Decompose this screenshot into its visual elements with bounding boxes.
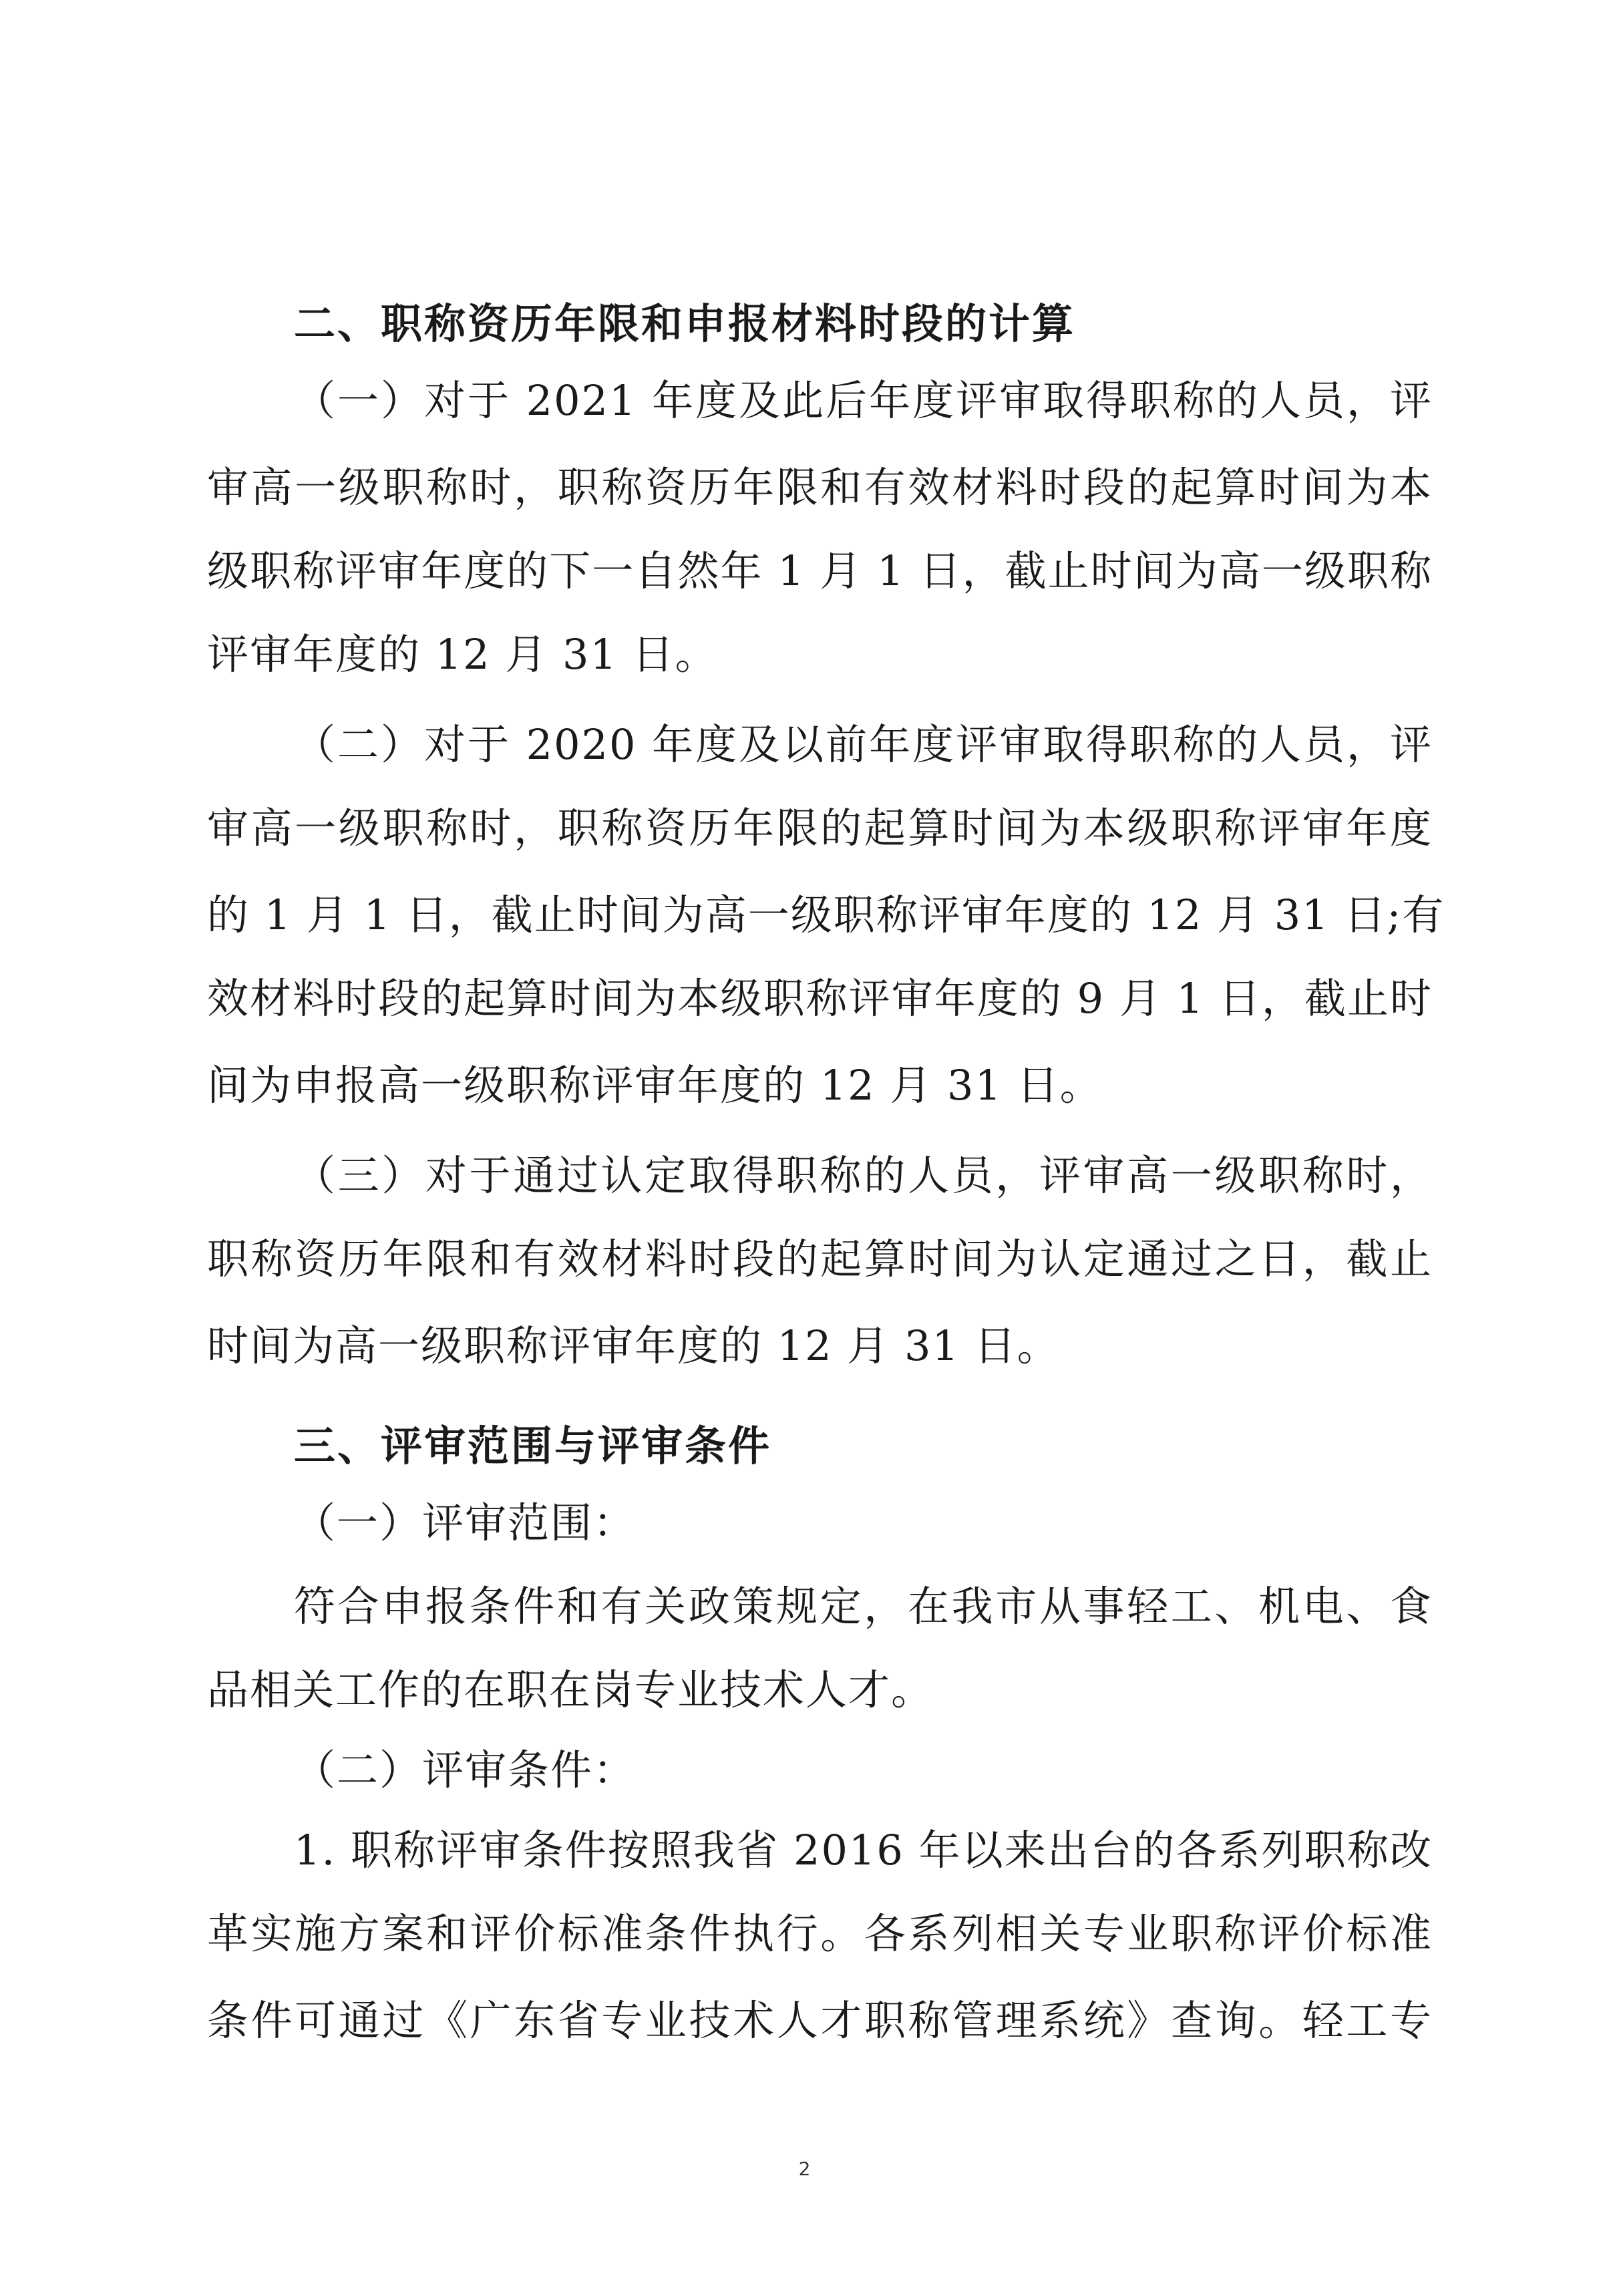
paragraph-line: 时间为高一级职称评审年度的 12 月 31 日。 bbox=[207, 1321, 1060, 1370]
paragraph-line: 革实施方案和评价标准条件执行。各系列相关专业职称评价标准 bbox=[207, 1909, 1433, 1958]
paragraph-line: 职称资历年限和有效材料时段的起算时间为认定通过之日，截止 bbox=[207, 1235, 1433, 1283]
page-number: 2 bbox=[798, 2158, 811, 2180]
paragraph-line: 级职称评审年度的下一自然年 1 月 1 日，截止时间为高一级职称 bbox=[207, 546, 1433, 595]
paragraph-line: 的 1 月 1 日，截止时间为高一级职称评审年度的 12 月 31 日;有 bbox=[207, 890, 1445, 939]
section-heading-3: 三、评审范围与评审条件 bbox=[294, 1422, 772, 1470]
paragraph-line: 1. 职称评审条件按照我省 2016 年以来出台的各系列职称改 bbox=[294, 1826, 1433, 1874]
paragraph-line: 间为申报高一级职称评审年度的 12 月 31 日。 bbox=[207, 1061, 1103, 1110]
paragraph-line: 评审年度的 12 月 31 日。 bbox=[207, 630, 718, 679]
section-heading-2: 二、职称资历年限和申报材料时段的计算 bbox=[294, 299, 1076, 348]
paragraph-line: 效材料时段的起算时间为本级职称评审年度的 9 月 1 日，截止时 bbox=[207, 974, 1433, 1023]
paragraph-line: 符合申报条件和有关政策规定，在我市从事轻工、机电、食 bbox=[294, 1582, 1433, 1631]
paragraph-line: 条件可通过《广东省专业技术人才职称管理系统》查询。轻工专 bbox=[207, 1996, 1433, 2045]
subheading-conditions: （二）评审条件： bbox=[294, 1746, 637, 1794]
subheading-scope: （一）评审范围： bbox=[294, 1498, 637, 1547]
paragraph-line: （二）对于 2020 年度及以前年度评审取得职称的人员，评 bbox=[294, 720, 1433, 769]
paragraph-line: 审高一级职称时，职称资历年限的起算时间为本级职称评审年度 bbox=[207, 804, 1433, 852]
paragraph-line: （三）对于通过认定取得职称的人员，评审高一级职称时， bbox=[294, 1151, 1433, 1200]
paragraph-line: （一）对于 2021 年度及此后年度评审取得职称的人员，评 bbox=[294, 376, 1433, 425]
paragraph-line: 审高一级职称时，职称资历年限和有效材料时段的起算时间为本 bbox=[207, 463, 1433, 512]
paragraph-line: 品相关工作的在职在岗专业技术人才。 bbox=[207, 1665, 934, 1714]
